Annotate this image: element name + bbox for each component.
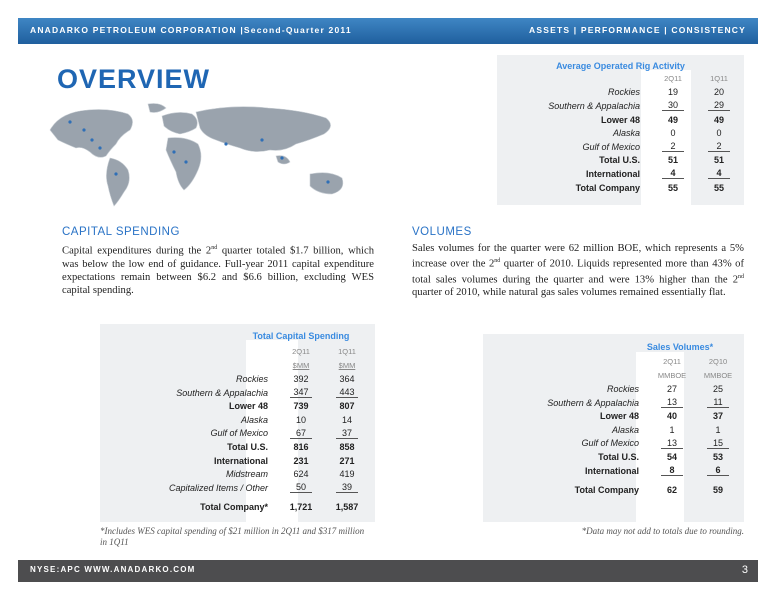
row-value: 54 xyxy=(666,451,677,462)
row-value: 13 xyxy=(661,438,683,449)
row-label: International xyxy=(584,465,639,476)
sales-unit: MMBOE xyxy=(657,370,687,380)
row-value: 231 xyxy=(293,455,309,466)
table-row xyxy=(497,140,742,154)
volumes-paragraph: Sales volumes for the quarter were 62 million BOE, which represents a 5% increase over the 2nd quarter of 2010. Liquids represented more than 43% of total sales volumes during the quarter and were 13% higher than the 2nd quarter of 2010, while natural gas sales volumes remained essentially flat. xyxy=(412,243,744,299)
capital-spending-heading: CAPITAL SPENDING xyxy=(62,226,180,238)
sales-volumes-table xyxy=(483,355,741,497)
tcs-unit: $MM xyxy=(338,360,356,370)
rig-col-header: 2Q11 xyxy=(664,74,682,84)
row-label: Total Company xyxy=(574,485,639,496)
row-value: 37 xyxy=(336,428,358,439)
header-company-title: ANADARKO PETROLEUM CORPORATION |Second-Quarter 2011 xyxy=(30,25,352,35)
row-value: 51 xyxy=(713,155,724,166)
row-value: 50 xyxy=(290,482,312,493)
row-value: 624 xyxy=(293,469,309,480)
row-value: 67 xyxy=(290,428,312,439)
rig-activity-title: Average Operated Rig Activity xyxy=(556,61,685,71)
row-value: 0 xyxy=(670,128,676,139)
sales-col-header: 2Q10 xyxy=(708,357,728,367)
row-value: 2 xyxy=(662,141,684,152)
row-value: 25 xyxy=(712,383,723,394)
row-value: 271 xyxy=(339,455,355,466)
sales-col-header: 2Q11 xyxy=(663,357,681,367)
footer-ticker-website: NYSE:APC WWW.ANADARKO.COM xyxy=(30,565,196,574)
tcs-col-header: 2Q11 xyxy=(292,347,310,357)
row-value: 392 xyxy=(293,373,309,384)
row-label: Gulf of Mexico xyxy=(581,438,639,449)
table-row xyxy=(100,427,370,441)
row-label: International xyxy=(585,168,640,179)
row-value: 858 xyxy=(339,441,355,452)
row-value: 20 xyxy=(713,87,724,98)
table-row xyxy=(497,86,742,100)
row-label: Total U.S. xyxy=(599,155,640,166)
row-value: 15 xyxy=(707,438,729,449)
row-label: Lower 48 xyxy=(228,401,268,412)
row-label: Total Company* xyxy=(200,502,268,513)
row-value: 49 xyxy=(667,114,678,125)
page-number: 3 xyxy=(741,564,748,576)
row-value: 29 xyxy=(708,100,730,111)
row-label: Alaska xyxy=(611,424,639,435)
volumes-heading: VOLUMES xyxy=(412,226,472,238)
row-value: 40 xyxy=(666,411,677,422)
capital-spending-title: Total Capital Spending xyxy=(252,331,350,341)
row-label: Rockies xyxy=(235,373,268,384)
row-value: 4 xyxy=(708,168,730,179)
table-row xyxy=(483,423,741,437)
header-bar xyxy=(18,18,758,44)
rig-activity-table xyxy=(497,72,742,194)
table-row xyxy=(483,464,741,478)
row-value: 1,587 xyxy=(335,502,359,513)
row-value: 55 xyxy=(713,182,724,193)
row-value: 30 xyxy=(662,100,684,111)
row-value: 11 xyxy=(707,397,729,408)
row-value: 59 xyxy=(712,485,723,496)
row-label: Lower 48 xyxy=(599,411,639,422)
table-row xyxy=(497,167,742,181)
row-value: 14 xyxy=(341,414,352,425)
row-label: Lower 48 xyxy=(600,114,640,125)
row-value: 364 xyxy=(339,373,355,384)
capital-spending-footnote: *Includes WES capital spending of $21 million in 2Q11 and $317 million in 1Q11 xyxy=(100,526,365,547)
row-value: 62 xyxy=(666,485,677,496)
footer-bar xyxy=(18,560,758,582)
page-title: OVERVIEW xyxy=(57,64,211,94)
row-value: 739 xyxy=(293,401,309,412)
table-row xyxy=(100,454,370,468)
table-row xyxy=(497,181,742,195)
table-row xyxy=(100,501,370,515)
world-map-image xyxy=(40,100,370,208)
rig-col-header: 1Q11 xyxy=(710,74,728,84)
table-row xyxy=(100,481,370,495)
row-label: Gulf of Mexico xyxy=(210,428,268,439)
row-label: Rockies xyxy=(607,87,640,98)
table-row xyxy=(497,126,742,140)
table-row xyxy=(100,399,370,413)
row-value: 55 xyxy=(667,182,678,193)
table-row xyxy=(497,154,742,168)
table-row xyxy=(483,382,741,396)
row-label: Alaska xyxy=(612,128,640,139)
row-value: 49 xyxy=(713,114,724,125)
header-tagline: ASSETS | PERFORMANCE | CONSISTENCY xyxy=(529,25,746,35)
row-label: Capitalized Items / Other xyxy=(168,482,268,493)
row-label: Southern & Appalachia xyxy=(547,397,639,408)
capital-spending-table xyxy=(100,345,370,514)
table-row xyxy=(100,440,370,454)
row-label: Rockies xyxy=(606,383,639,394)
row-value: 2 xyxy=(708,141,730,152)
row-value: 347 xyxy=(290,387,312,398)
table-row xyxy=(100,372,370,386)
row-value: 0 xyxy=(716,128,722,139)
row-value: 4 xyxy=(662,168,684,179)
row-value: 8 xyxy=(661,465,683,476)
table-row xyxy=(100,413,370,427)
table-row xyxy=(483,450,741,464)
row-label: International xyxy=(213,455,268,466)
table-row xyxy=(100,467,370,481)
row-value: 39 xyxy=(336,482,358,493)
table-row xyxy=(483,396,741,410)
row-value: 807 xyxy=(339,401,355,412)
tcs-col-header: 1Q11 xyxy=(338,347,356,357)
row-value: 816 xyxy=(293,441,309,452)
row-value: 1 xyxy=(669,424,675,435)
row-value: 19 xyxy=(667,87,678,98)
row-value: 419 xyxy=(339,469,355,480)
row-label: Gulf of Mexico xyxy=(582,141,640,152)
table-row xyxy=(483,483,741,497)
tcs-unit: $MM xyxy=(292,360,310,370)
row-value: 443 xyxy=(336,387,358,398)
row-label: Southern & Appalachia xyxy=(176,387,268,398)
row-value: 13 xyxy=(661,397,683,408)
row-value: 6 xyxy=(707,465,729,476)
row-label: Total U.S. xyxy=(227,441,268,452)
sales-volumes-footnote: *Data may not add to totals due to rounding. xyxy=(581,526,744,536)
row-value: 1 xyxy=(715,424,721,435)
capital-spending-paragraph: Capital expenditures during the 2nd quarter totaled $1.7 billion, which was below the low end of guidance. Full-year 2011 capital expenditure expectations remain between $6.2 and $6.6 billion, excluding WES capital spending. xyxy=(62,245,374,296)
table-row xyxy=(100,386,370,400)
row-label: Southern & Appalachia xyxy=(548,100,640,111)
table-row xyxy=(497,99,742,113)
row-value: 51 xyxy=(667,155,678,166)
row-label: Midstream xyxy=(225,469,268,480)
row-label: Total U.S. xyxy=(598,451,639,462)
row-value: 1,721 xyxy=(289,502,313,513)
table-row xyxy=(497,113,742,127)
row-label: Alaska xyxy=(240,414,268,425)
row-value: 27 xyxy=(666,383,677,394)
row-label: Total Company xyxy=(575,182,640,193)
table-row xyxy=(483,409,741,423)
row-value: 10 xyxy=(295,414,306,425)
table-row xyxy=(483,437,741,451)
row-value: 37 xyxy=(712,411,723,422)
row-value: 53 xyxy=(712,451,723,462)
sales-unit: MMBOE xyxy=(703,370,733,380)
sales-volumes-title: Sales Volumes* xyxy=(646,342,714,352)
